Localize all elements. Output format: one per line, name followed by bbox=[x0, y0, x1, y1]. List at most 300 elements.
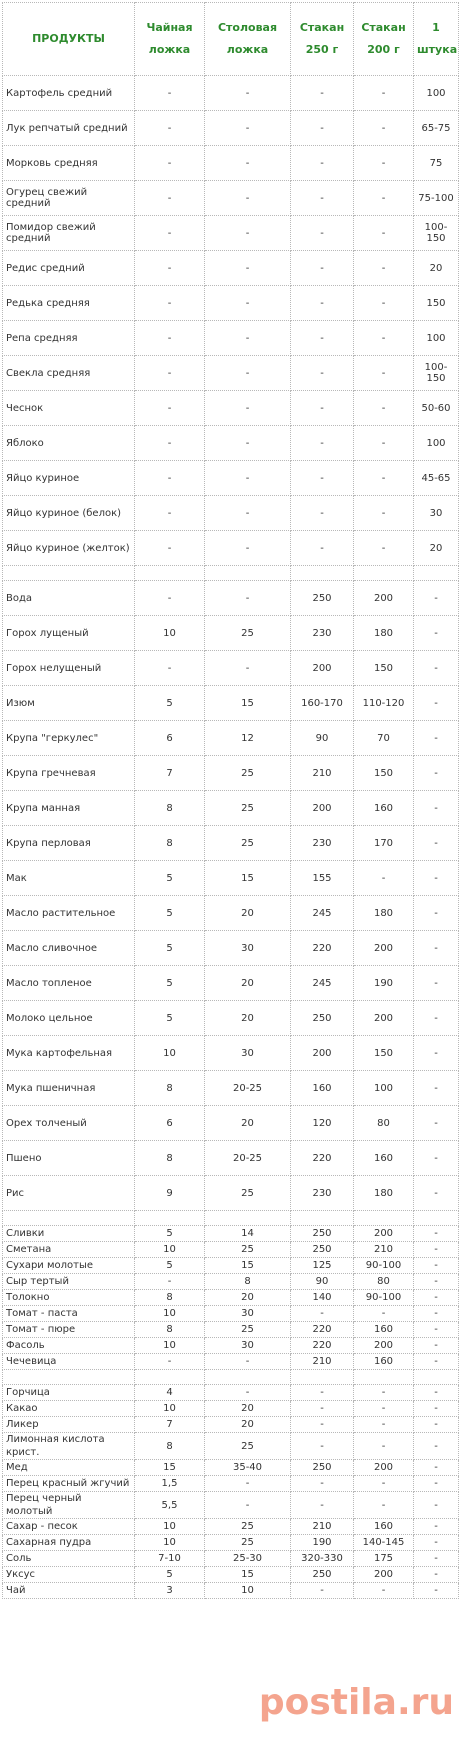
value-cell: 20 bbox=[414, 531, 459, 566]
product-name-cell: Редис средний bbox=[3, 251, 135, 286]
value-cell: 10 bbox=[205, 1583, 291, 1599]
value-cell: 25 bbox=[205, 791, 291, 826]
value-cell: - bbox=[291, 1417, 354, 1433]
product-name-cell: Чеснок bbox=[3, 391, 135, 426]
product-name-cell: Соль bbox=[3, 1551, 135, 1567]
value-cell: 8 bbox=[135, 1322, 205, 1338]
table-row bbox=[3, 1226, 459, 1242]
value-cell: - bbox=[354, 1476, 414, 1492]
value-cell: - bbox=[414, 966, 459, 1001]
value-cell: 30 bbox=[205, 931, 291, 966]
value-cell: - bbox=[205, 216, 291, 251]
value-cell: 20 bbox=[205, 1106, 291, 1141]
value-cell: 140 bbox=[291, 1290, 354, 1306]
value-cell: - bbox=[291, 111, 354, 146]
value-cell: 14 bbox=[205, 1226, 291, 1242]
value-cell: - bbox=[135, 321, 205, 356]
value-cell: 250 bbox=[291, 1567, 354, 1583]
value-cell: 10 bbox=[135, 1401, 205, 1417]
value-cell: 200 bbox=[354, 581, 414, 616]
empty-cell bbox=[354, 1370, 414, 1385]
table-row bbox=[3, 531, 459, 566]
value-cell: - bbox=[135, 356, 205, 391]
value-cell: - bbox=[414, 1519, 459, 1535]
table-row bbox=[3, 1417, 459, 1433]
value-cell: 190 bbox=[354, 966, 414, 1001]
value-cell: 200 bbox=[354, 1460, 414, 1476]
value-cell: - bbox=[205, 356, 291, 391]
value-cell: - bbox=[205, 76, 291, 111]
value-cell: 90-100 bbox=[354, 1258, 414, 1274]
table-row bbox=[3, 1290, 459, 1306]
product-name-cell: Свекла средняя bbox=[3, 356, 135, 391]
value-cell: 5 bbox=[135, 1001, 205, 1036]
product-name-cell: Помидор свежий средний bbox=[3, 216, 135, 251]
value-cell: - bbox=[291, 496, 354, 531]
value-cell: 200 bbox=[354, 1567, 414, 1583]
product-name-cell: Морковь средняя bbox=[3, 146, 135, 181]
value-cell: - bbox=[414, 1322, 459, 1338]
value-cell: - bbox=[205, 651, 291, 686]
value-cell: 220 bbox=[291, 1322, 354, 1338]
value-cell: - bbox=[414, 616, 459, 651]
value-cell: - bbox=[291, 1476, 354, 1492]
table-row bbox=[3, 1258, 459, 1274]
value-cell: 7-10 bbox=[135, 1551, 205, 1567]
table-row bbox=[3, 146, 459, 181]
value-cell: - bbox=[135, 111, 205, 146]
group-separator bbox=[3, 1370, 459, 1385]
value-cell: 15 bbox=[205, 861, 291, 896]
value-cell: 8 bbox=[135, 826, 205, 861]
product-name-cell: Масло топленое bbox=[3, 966, 135, 1001]
value-cell: - bbox=[291, 1433, 354, 1460]
value-cell: - bbox=[291, 1401, 354, 1417]
product-name-cell: Горчица bbox=[3, 1385, 135, 1401]
table-row bbox=[3, 1551, 459, 1567]
product-name-cell: Фасоль bbox=[3, 1338, 135, 1354]
table-row bbox=[3, 426, 459, 461]
empty-cell bbox=[414, 1211, 459, 1226]
table-row bbox=[3, 1242, 459, 1258]
value-cell: 5 bbox=[135, 1258, 205, 1274]
value-cell: - bbox=[414, 861, 459, 896]
table-row bbox=[3, 1071, 459, 1106]
value-cell: - bbox=[291, 321, 354, 356]
value-cell: 160-170 bbox=[291, 686, 354, 721]
value-cell: 100 bbox=[354, 1071, 414, 1106]
value-cell: 150 bbox=[354, 756, 414, 791]
product-name-cell: Горох лущеный bbox=[3, 616, 135, 651]
value-cell: - bbox=[291, 251, 354, 286]
value-cell: 3 bbox=[135, 1583, 205, 1599]
value-cell: - bbox=[414, 1036, 459, 1071]
value-cell: - bbox=[354, 321, 414, 356]
product-name-cell: Чай bbox=[3, 1583, 135, 1599]
product-name-cell: Сахарная пудра bbox=[3, 1535, 135, 1551]
value-cell: 30 bbox=[205, 1036, 291, 1071]
table-row bbox=[3, 321, 459, 356]
product-name-cell: Масло сливочное bbox=[3, 931, 135, 966]
value-cell: 5 bbox=[135, 931, 205, 966]
product-name-cell: Крупа "геркулес" bbox=[3, 721, 135, 756]
table-row bbox=[3, 76, 459, 111]
value-cell: 25 bbox=[205, 1176, 291, 1211]
product-name-cell: Крупа перловая bbox=[3, 826, 135, 861]
empty-cell bbox=[135, 1211, 205, 1226]
header-one-piece: 1 штука bbox=[414, 3, 459, 76]
value-cell: 10 bbox=[135, 1036, 205, 1071]
value-cell: - bbox=[205, 426, 291, 461]
empty-cell bbox=[135, 566, 205, 581]
value-cell: - bbox=[354, 1385, 414, 1401]
value-cell: 70 bbox=[354, 721, 414, 756]
table-row bbox=[3, 1176, 459, 1211]
header-teaspoon: Чайная ложка bbox=[135, 3, 205, 76]
product-name-cell: Лук репчатый средний bbox=[3, 111, 135, 146]
value-cell: - bbox=[354, 251, 414, 286]
value-cell: - bbox=[354, 391, 414, 426]
value-cell: 250 bbox=[291, 1460, 354, 1476]
value-cell: 230 bbox=[291, 826, 354, 861]
value-cell: - bbox=[135, 531, 205, 566]
product-name-cell: Редька средняя bbox=[3, 286, 135, 321]
value-cell: 8 bbox=[205, 1274, 291, 1290]
product-name-cell: Сахар - песок bbox=[3, 1519, 135, 1535]
product-name-cell: Крупа манная bbox=[3, 791, 135, 826]
value-cell: 100 bbox=[414, 426, 459, 461]
value-cell: - bbox=[414, 896, 459, 931]
table-row bbox=[3, 286, 459, 321]
value-cell: 20 bbox=[205, 966, 291, 1001]
table-row bbox=[3, 721, 459, 756]
header-glass-200: Стакан 200 г bbox=[354, 3, 414, 76]
table-row bbox=[3, 251, 459, 286]
product-name-cell: Яйцо куриное bbox=[3, 461, 135, 496]
value-cell: 15 bbox=[205, 1258, 291, 1274]
product-name-cell: Масло растительное bbox=[3, 896, 135, 931]
value-cell: 220 bbox=[291, 1141, 354, 1176]
value-cell: 45-65 bbox=[414, 461, 459, 496]
value-cell: 80 bbox=[354, 1274, 414, 1290]
table-row bbox=[3, 1433, 459, 1460]
value-cell: 245 bbox=[291, 966, 354, 1001]
product-name-cell: Яйцо куриное (желток) bbox=[3, 531, 135, 566]
value-cell: - bbox=[414, 1141, 459, 1176]
value-cell: - bbox=[414, 1460, 459, 1476]
value-cell: - bbox=[414, 1226, 459, 1242]
table-row bbox=[3, 1001, 459, 1036]
value-cell: 8 bbox=[135, 791, 205, 826]
value-cell: 125 bbox=[291, 1258, 354, 1274]
table-row bbox=[3, 1141, 459, 1176]
value-cell: - bbox=[291, 76, 354, 111]
value-cell: - bbox=[205, 496, 291, 531]
product-name-cell: Уксус bbox=[3, 1567, 135, 1583]
value-cell: 200 bbox=[291, 1036, 354, 1071]
value-cell: - bbox=[354, 1306, 414, 1322]
empty-cell bbox=[205, 1211, 291, 1226]
value-cell: - bbox=[414, 1071, 459, 1106]
table-row bbox=[3, 1535, 459, 1551]
value-cell: - bbox=[414, 1535, 459, 1551]
empty-cell bbox=[291, 1211, 354, 1226]
value-cell: - bbox=[414, 1258, 459, 1274]
value-cell: - bbox=[414, 1338, 459, 1354]
value-cell: - bbox=[414, 1551, 459, 1567]
table-body bbox=[3, 76, 459, 1599]
value-cell: - bbox=[291, 356, 354, 391]
value-cell: 220 bbox=[291, 1338, 354, 1354]
value-cell: 35-40 bbox=[205, 1460, 291, 1476]
value-cell: 210 bbox=[291, 756, 354, 791]
value-cell: - bbox=[291, 531, 354, 566]
value-cell: - bbox=[135, 651, 205, 686]
value-cell: 75 bbox=[414, 146, 459, 181]
value-cell: - bbox=[205, 461, 291, 496]
table-row bbox=[3, 216, 459, 251]
value-cell: - bbox=[414, 651, 459, 686]
value-cell: 8 bbox=[135, 1433, 205, 1460]
value-cell: 100-150 bbox=[414, 216, 459, 251]
value-cell: - bbox=[205, 391, 291, 426]
table-row bbox=[3, 826, 459, 861]
value-cell: 210 bbox=[291, 1354, 354, 1370]
empty-cell bbox=[291, 566, 354, 581]
product-name-cell: Яйцо куриное (белок) bbox=[3, 496, 135, 531]
value-cell: 110-120 bbox=[354, 686, 414, 721]
value-cell: - bbox=[354, 216, 414, 251]
value-cell: 150 bbox=[354, 1036, 414, 1071]
product-name-cell: Ликер bbox=[3, 1417, 135, 1433]
value-cell: - bbox=[291, 1492, 354, 1519]
table-row bbox=[3, 496, 459, 531]
value-cell: - bbox=[135, 146, 205, 181]
value-cell: - bbox=[135, 581, 205, 616]
value-cell: 10 bbox=[135, 1535, 205, 1551]
value-cell: 25 bbox=[205, 616, 291, 651]
value-cell: 160 bbox=[354, 1354, 414, 1370]
product-name-cell: Какао bbox=[3, 1401, 135, 1417]
value-cell: 8 bbox=[135, 1290, 205, 1306]
value-cell: 25-30 bbox=[205, 1551, 291, 1567]
value-cell: - bbox=[291, 426, 354, 461]
table-row bbox=[3, 1583, 459, 1599]
value-cell: - bbox=[354, 76, 414, 111]
value-cell: 180 bbox=[354, 1176, 414, 1211]
value-cell: 250 bbox=[291, 1242, 354, 1258]
value-cell: - bbox=[414, 1476, 459, 1492]
value-cell: 50-60 bbox=[414, 391, 459, 426]
value-cell: 150 bbox=[414, 286, 459, 321]
value-cell: - bbox=[205, 1476, 291, 1492]
value-cell: - bbox=[291, 1306, 354, 1322]
product-name-cell: Перец черный молотый bbox=[3, 1492, 135, 1519]
value-cell: - bbox=[205, 321, 291, 356]
value-cell: 180 bbox=[354, 896, 414, 931]
table-row bbox=[3, 1354, 459, 1370]
value-cell: 20 bbox=[205, 1290, 291, 1306]
value-cell: 100 bbox=[414, 321, 459, 356]
value-cell: 1,5 bbox=[135, 1476, 205, 1492]
value-cell: 170 bbox=[354, 826, 414, 861]
value-cell: 6 bbox=[135, 721, 205, 756]
value-cell: - bbox=[414, 1290, 459, 1306]
value-cell: 5 bbox=[135, 1567, 205, 1583]
value-cell: 30 bbox=[414, 496, 459, 531]
product-name-cell: Картофель средний bbox=[3, 76, 135, 111]
value-cell: - bbox=[205, 1385, 291, 1401]
table-row bbox=[3, 461, 459, 496]
product-name-cell: Лимонная кислота крист. bbox=[3, 1433, 135, 1460]
table-row bbox=[3, 966, 459, 1001]
value-cell: 5 bbox=[135, 966, 205, 1001]
value-cell: 25 bbox=[205, 1322, 291, 1338]
value-cell: 10 bbox=[135, 1242, 205, 1258]
value-cell: 8 bbox=[135, 1071, 205, 1106]
value-cell: - bbox=[354, 461, 414, 496]
value-cell: - bbox=[354, 286, 414, 321]
table-row bbox=[3, 1401, 459, 1417]
value-cell: - bbox=[354, 426, 414, 461]
table-row bbox=[3, 356, 459, 391]
empty-cell bbox=[354, 1211, 414, 1226]
product-name-cell: Яблоко bbox=[3, 426, 135, 461]
value-cell: - bbox=[205, 251, 291, 286]
empty-cell bbox=[3, 1211, 135, 1226]
value-cell: 250 bbox=[291, 1001, 354, 1036]
product-name-cell: Огурец свежий средний bbox=[3, 181, 135, 216]
value-cell: - bbox=[414, 1242, 459, 1258]
value-cell: 160 bbox=[354, 1141, 414, 1176]
value-cell: 20 bbox=[205, 1417, 291, 1433]
empty-cell bbox=[205, 566, 291, 581]
value-cell: 200 bbox=[354, 1001, 414, 1036]
value-cell: 65-75 bbox=[414, 111, 459, 146]
value-cell: - bbox=[414, 1106, 459, 1141]
table-row bbox=[3, 1106, 459, 1141]
product-name-cell: Горох нелущеный bbox=[3, 651, 135, 686]
value-cell: - bbox=[205, 531, 291, 566]
empty-cell bbox=[205, 1370, 291, 1385]
value-cell: - bbox=[354, 111, 414, 146]
value-cell: - bbox=[205, 581, 291, 616]
table-row bbox=[3, 1567, 459, 1583]
value-cell: 250 bbox=[291, 581, 354, 616]
value-cell: - bbox=[354, 1492, 414, 1519]
value-cell: 4 bbox=[135, 1385, 205, 1401]
product-name-cell: Сыр тертый bbox=[3, 1274, 135, 1290]
value-cell: 10 bbox=[135, 1338, 205, 1354]
value-cell: 200 bbox=[354, 931, 414, 966]
value-cell: - bbox=[414, 931, 459, 966]
header-row bbox=[3, 3, 459, 76]
value-cell: - bbox=[205, 1492, 291, 1519]
value-cell: 80 bbox=[354, 1106, 414, 1141]
value-cell: 5,5 bbox=[135, 1492, 205, 1519]
empty-cell bbox=[414, 1370, 459, 1385]
weights-table bbox=[2, 2, 459, 1599]
value-cell: 245 bbox=[291, 896, 354, 931]
value-cell: 210 bbox=[354, 1242, 414, 1258]
value-cell: 20 bbox=[205, 896, 291, 931]
table-row bbox=[3, 861, 459, 896]
value-cell: 30 bbox=[205, 1306, 291, 1322]
value-cell: 15 bbox=[205, 1567, 291, 1583]
value-cell: 20-25 bbox=[205, 1141, 291, 1176]
product-name-cell: Крупа гречневая bbox=[3, 756, 135, 791]
product-name-cell: Молоко цельное bbox=[3, 1001, 135, 1036]
value-cell: 25 bbox=[205, 1242, 291, 1258]
value-cell: - bbox=[135, 251, 205, 286]
product-name-cell: Сметана bbox=[3, 1242, 135, 1258]
product-name-cell: Изюм bbox=[3, 686, 135, 721]
table-row bbox=[3, 1385, 459, 1401]
value-cell: - bbox=[135, 496, 205, 531]
value-cell: - bbox=[354, 1583, 414, 1599]
value-cell: - bbox=[414, 791, 459, 826]
watermark-logo: postila.ru bbox=[258, 1682, 454, 1723]
value-cell: 100 bbox=[414, 76, 459, 111]
value-cell: - bbox=[135, 426, 205, 461]
value-cell: 5 bbox=[135, 686, 205, 721]
value-cell: - bbox=[414, 1306, 459, 1322]
table-row bbox=[3, 1036, 459, 1071]
value-cell: 190 bbox=[291, 1535, 354, 1551]
value-cell: - bbox=[354, 496, 414, 531]
value-cell: - bbox=[354, 146, 414, 181]
value-cell: 210 bbox=[291, 1519, 354, 1535]
value-cell: 10 bbox=[135, 1519, 205, 1535]
value-cell: 25 bbox=[205, 756, 291, 791]
value-cell: - bbox=[354, 1417, 414, 1433]
value-cell: - bbox=[414, 1385, 459, 1401]
value-cell: 9 bbox=[135, 1176, 205, 1211]
value-cell: 25 bbox=[205, 1535, 291, 1551]
value-cell: - bbox=[205, 286, 291, 321]
value-cell: 200 bbox=[354, 1338, 414, 1354]
table-row bbox=[3, 1492, 459, 1519]
table-row bbox=[3, 1322, 459, 1338]
group-separator bbox=[3, 1211, 459, 1226]
header-glass-250: Стакан 250 г bbox=[291, 3, 354, 76]
value-cell: - bbox=[414, 1001, 459, 1036]
value-cell: 30 bbox=[205, 1338, 291, 1354]
table-row bbox=[3, 791, 459, 826]
value-cell: - bbox=[205, 181, 291, 216]
product-name-cell: Сухари молотые bbox=[3, 1258, 135, 1274]
value-cell: - bbox=[414, 1492, 459, 1519]
value-cell: 20 bbox=[205, 1001, 291, 1036]
value-cell: 180 bbox=[354, 616, 414, 651]
table-header bbox=[3, 3, 459, 76]
value-cell: - bbox=[135, 286, 205, 321]
value-cell: 5 bbox=[135, 1226, 205, 1242]
product-name-cell: Перец красный жгучий bbox=[3, 1476, 135, 1492]
value-cell: 230 bbox=[291, 616, 354, 651]
product-name-cell: Репа средняя bbox=[3, 321, 135, 356]
value-cell: 175 bbox=[354, 1551, 414, 1567]
value-cell: 160 bbox=[354, 1519, 414, 1535]
table-row bbox=[3, 581, 459, 616]
value-cell: 200 bbox=[291, 651, 354, 686]
product-name-cell: Мед bbox=[3, 1460, 135, 1476]
product-name-cell: Томат - паста bbox=[3, 1306, 135, 1322]
value-cell: 90-100 bbox=[354, 1290, 414, 1306]
empty-cell bbox=[3, 1370, 135, 1385]
product-name-cell: Орех толченый bbox=[3, 1106, 135, 1141]
value-cell: 5 bbox=[135, 861, 205, 896]
